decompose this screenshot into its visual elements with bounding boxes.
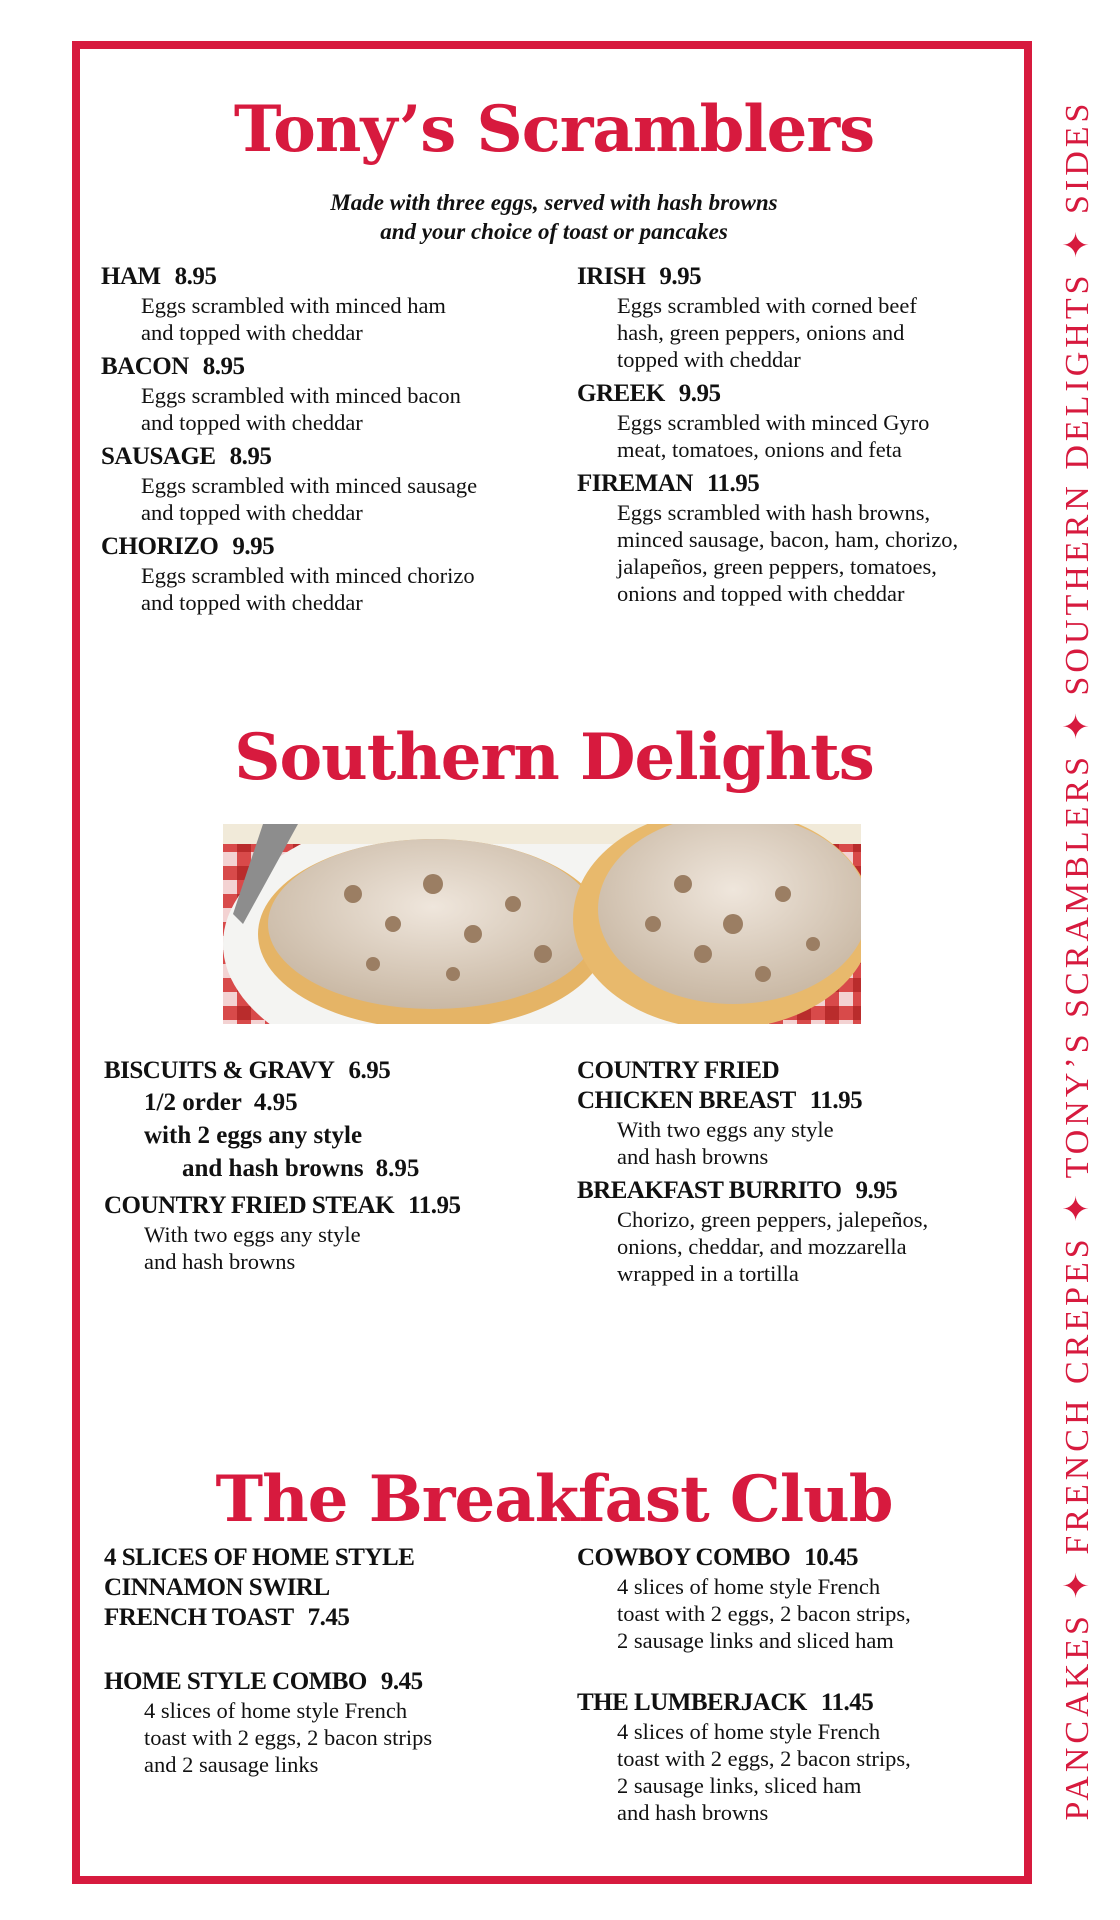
breakfast-club-left-column — [104, 1543, 544, 1784]
menu-item — [577, 469, 1017, 607]
eggs-option-price: 8.95 — [375, 1155, 420, 1182]
eggs-option-line-2 — [104, 1152, 544, 1185]
menu-item-home-combo — [104, 1667, 544, 1778]
scramblers-right-column — [577, 262, 1017, 613]
item-heading — [101, 352, 541, 382]
side-banner: PANCAKES ✦ FRENCH CREPES ✦ TONY’S SCRAMBLERS ✦ SOUTHERN DELIGHTS ✦ SIDES — [1059, 99, 1096, 1821]
menu-item — [577, 262, 1017, 373]
item-description: Chorizo, green peppers, jalepeños, onions, cheddar, and mozzarella wrapped in a tortilla — [617, 1207, 929, 1286]
item-heading-line-2 — [577, 1086, 1017, 1116]
item-price: 8.95 — [202, 353, 245, 380]
item-heading — [104, 1191, 544, 1221]
southern-title: Southern Delights — [234, 720, 874, 795]
southern-right-column — [577, 1056, 1017, 1293]
menu-item — [101, 532, 541, 616]
item-description: With two eggs any style and hash browns — [144, 1222, 361, 1274]
item-name: THE LUMBERJACK — [577, 1689, 807, 1716]
item-description: Eggs scrambled with corned beef hash, green peppers, onions and topped with cheddar — [617, 293, 917, 372]
item-description: Eggs scrambled with minced sausage and topped with cheddar — [141, 473, 478, 525]
menu-item-french-toast — [104, 1543, 544, 1633]
menu-item-biscuits — [104, 1056, 544, 1185]
menu-item — [101, 352, 541, 436]
half-order-line — [104, 1086, 544, 1119]
item-description: Eggs scrambled with minced ham and topped with cheddar — [141, 293, 446, 345]
menu-item-chicken — [577, 1056, 1017, 1170]
item-name: COWBOY COMBO — [577, 1544, 791, 1571]
item-heading — [101, 442, 541, 472]
menu-item-cowboy — [577, 1543, 1017, 1654]
item-heading — [577, 1176, 1017, 1206]
item-price: 9.45 — [380, 1668, 423, 1695]
breakfast-club-right-column — [577, 1543, 1017, 1832]
item-description: 4 slices of home style French toast with 2 eggs, 2 bacon strips, 2 sausage links and sliced ham — [617, 1574, 911, 1653]
menu-item-steak — [104, 1191, 544, 1275]
eggs-option-label: and hash browns — [182, 1155, 364, 1182]
menu-item-lumberjack — [577, 1688, 1017, 1826]
item-price: 9.95 — [855, 1177, 898, 1204]
menu-item-burrito — [577, 1176, 1017, 1287]
scramblers-subtitle — [80, 188, 1028, 246]
eggs-option-line: with 2 eggs any style — [144, 1122, 363, 1149]
menu-item — [101, 442, 541, 526]
menu-item — [101, 262, 541, 346]
item-name: GREEK — [577, 380, 665, 407]
item-description: Eggs scrambled with minced chorizo and topped with cheddar — [141, 563, 475, 615]
item-price: 11.95 — [408, 1192, 461, 1219]
item-heading-line-1: 4 SLICES OF HOME STYLE — [104, 1544, 415, 1571]
item-price: 9.95 — [659, 263, 702, 290]
item-name: BREAKFAST BURRITO — [577, 1177, 842, 1204]
subtitle-line-2: and your choice of toast or pancakes — [380, 219, 728, 244]
item-name: BISCUITS & GRAVY — [104, 1057, 335, 1084]
item-name: CHORIZO — [101, 533, 219, 560]
spacer — [577, 1660, 1017, 1688]
item-heading — [577, 379, 1017, 409]
item-heading — [577, 469, 1017, 499]
item-name: HOME STYLE COMBO — [104, 1668, 367, 1695]
item-description: 4 slices of home style French toast with 2 eggs, 2 bacon strips, 2 sausage links, sliced ham and hash browns — [617, 1719, 911, 1825]
item-price: 11.95 — [809, 1087, 863, 1114]
item-name: FIREMAN — [577, 470, 693, 497]
subtitle-line-1: Made with three eggs, served with hash browns — [330, 190, 778, 215]
item-heading — [577, 262, 1017, 292]
item-heading-line-1: COUNTRY FRIED — [577, 1057, 780, 1084]
item-name: IRISH — [577, 263, 646, 290]
item-name: FRENCH TOAST — [104, 1604, 294, 1631]
item-price: 10.45 — [804, 1544, 858, 1571]
half-order-label: 1/2 order — [144, 1089, 242, 1116]
item-price: 6.95 — [348, 1057, 391, 1084]
item-price: 7.45 — [307, 1604, 350, 1631]
item-heading — [101, 262, 541, 292]
item-description: 4 slices of home style French toast with 2 eggs, 2 bacon strips and 2 sausage links — [144, 1698, 433, 1777]
item-description: Eggs scrambled with minced Gyro meat, tomatoes, onions and feta — [617, 410, 930, 462]
item-name: BACON — [101, 353, 189, 380]
item-description: Eggs scrambled with minced bacon and topped with cheddar — [141, 383, 461, 435]
item-heading — [577, 1543, 1017, 1573]
item-price: 8.95 — [229, 443, 272, 470]
scramblers-title: Tony’s Scramblers — [233, 92, 875, 167]
item-name: COUNTRY FRIED STEAK — [104, 1192, 395, 1219]
item-heading — [104, 1056, 544, 1086]
item-price: 8.95 — [174, 263, 217, 290]
half-order-price: 4.95 — [253, 1089, 298, 1116]
menu-item — [577, 379, 1017, 463]
breakfast-club-title: The Breakfast Club — [215, 1462, 893, 1537]
item-heading-line-2: CINNAMON SWIRL — [104, 1574, 330, 1601]
item-description: With two eggs any style and hash browns — [617, 1117, 834, 1169]
item-description: Eggs scrambled with hash browns, minced sausage, bacon, ham, chorizo, jalapeños, green peppers, tomatoes, onions and topped with cheddar — [617, 500, 959, 606]
scramblers-left-column — [101, 262, 541, 622]
item-price: 11.95 — [706, 470, 760, 497]
item-name: CHICKEN BREAST — [577, 1087, 796, 1114]
item-heading-line-3 — [104, 1603, 544, 1633]
item-heading — [101, 532, 541, 562]
spacer — [104, 1639, 544, 1667]
southern-left-column — [104, 1056, 544, 1281]
item-price: 11.45 — [820, 1689, 874, 1716]
biscuits-gravy-image — [223, 824, 861, 1024]
item-price: 9.95 — [678, 380, 721, 407]
item-name: SAUSAGE — [101, 443, 216, 470]
item-heading — [104, 1667, 544, 1697]
item-heading — [577, 1688, 1017, 1718]
item-name: HAM — [101, 263, 161, 290]
item-price: 9.95 — [232, 533, 275, 560]
biscuits-gravy-photo — [223, 824, 861, 1024]
